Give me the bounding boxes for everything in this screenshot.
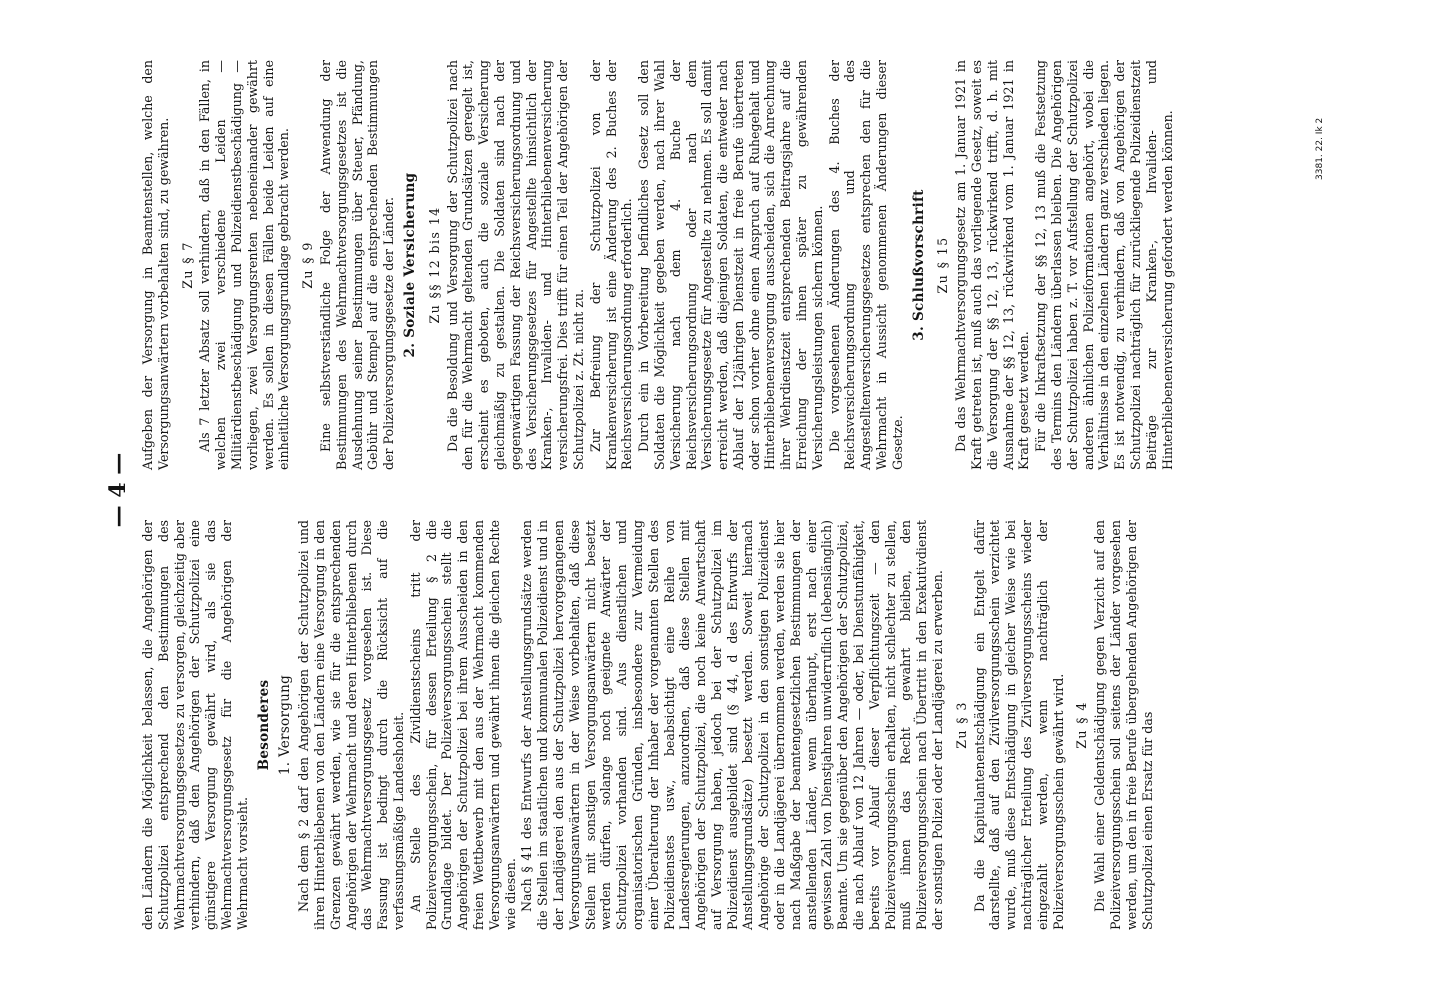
paragraph: Die Wahl einer Geldentschädigung gegen Verzicht auf den Polizeiversorgungsschein soll seitens der Länder vorgesehen werden, um den in freie Berufe übergehenden Angehörigen der Schutzpolizei einen Ersatz für das (1092, 520, 1155, 930)
page-number: — 4 — (105, 452, 131, 528)
paragraph-reference: Zu § 3 (953, 701, 969, 749)
paragraph: den Ländern die Möglichkeit belassen, die Angehörigen der Schutzpolizei entsprechend den Bestimmungen des Wehrmachtversorgungsgesetzes zu versorgen, gleichzeitig aber verhindern, daß den Angehörigen der Schutzpolizei eine günstigere Versorgung gewährt wird, als sie das Wehrmachtversorgungsgesetz für die Angehörigen der Wehrmacht vorsieht. (140, 520, 250, 930)
section-heading: 2. Soziale Versicherung (401, 172, 418, 358)
paragraph: Zur Befreiung der Schutzpolizei von der Krankenversicherung ist eine Änderung des 2. Buches der Reichsversicherungsordnung erforderlich. (587, 60, 635, 470)
footer-code: 3381. 22. Ik 2 (1315, 117, 1325, 180)
paragraph: Da die Besoldung und Versorgung der Schutzpolizei nach den für die Wehrmacht geltenden Grundsätzen geregelt ist, erscheint es geboten, auch die soziale Versicherung gleichmäßig zu gestalten. Die Soldaten sind nach der gegenwärtigen Fassung der Reichsversicherungsordnung und des Versicherungsgesetzes für Angestellte hinsichtlich der Kranken-, Invaliden- und Hinterbliebenenversicherung versicherungsfrei. Dies trifft für einen Teil der Angehörigen der Schutzpolizei z. Zt. nicht zu. (444, 60, 586, 470)
paragraph: Nach dem § 2 darf den Angehörigen der Schutzpolizei und ihren Hinterbliebenen von den Ländern eine Versorgung in den Grenzen gewährt werden, wie sie für die entsprechenden Angehörigen der Wehrmacht und deren Hinterbliebenen durch das Wehrmachtversorgungsgesetz vorgesehen ist. Diese Fassung ist bedingt durch die Rücksicht auf die verfassungsmäßige Landeshoheit. (296, 520, 406, 930)
paragraph: Aufgeben der Versorgung in Beamtenstellen, welche den Versorgungsanwärtern vorbehalten sind, zu gewähren. (140, 60, 171, 470)
paragraph: Durch ein in Vorbereitung befindliches Gesetz soll den Soldaten die Möglichkeit gegeben werden, nach ihrer Wahl Versicherung nach dem 4. Buche der Reichsversicherungsordnung oder nach dem Versicherungsgesetze für Angestellte zu nehmen. Es soll damit erreicht werden, daß diejenigen Soldaten, die entweder nach Ablauf der 12jährigen Dienstzeit in freie Berufe übertreten oder schon vorher ohne einen Anspruch auf Ruhegehalt und Hinterbliebenenversorgung ausscheiden, sich die Anrechnung ihrer Wehrdienstzeit entsprechenden Beitragsjahre auf die Erreichung der ihnen später zu gewährenden Versicherungsleistungen sichern können. (636, 60, 825, 470)
paragraph: Da das Wehrmachtversorgungsgesetz am 1. Januar 1921 in Kraft getreten ist, muß auch das vorliegende Gesetz, soweit es die Versorgung der §§ 12, 13, rückwirkend trifft, d. h. mit Ausnahme der §§ 12, 13, rückwirkend vom 1. Januar 1921 in Kraft gesetzt werden. (953, 60, 1032, 470)
side-note (1400, 0, 1434, 1000)
section-heading: 3. Schlußvorschrift (910, 189, 927, 341)
column-middle (140, 60, 1176, 470)
paragraph: Eine selbstverständliche Folge der Anwendung der Bestimmungen des Wehrmachtversorgungsgesetzes ist die Ausdehnung seiner Bestimmungen über Steuer, Pfändung, Gebühr und Stempel auf die entsprechenden Bestimmungen der Polizeiversorgungsgesetze der Länder. (317, 60, 397, 470)
paragraph: An Stelle des Zivildienstscheins tritt der Polizeiversorgungsschein, für dessen Erteilung § 2 die Grundlage bildet. Der Polizeiversorgungsschein stellt die Angehörigen der Schutzpolizei bei ihrem Ausscheiden in den freien Wettbewerb mit den aus der Wehrmacht kommenden Versorgungsanwärtern und gewährt ihnen die gleichen Rechte wie diesen. (407, 520, 518, 930)
paragraph: Als 7 letzter Absatz soll verhindern, daß in den Fällen, in welchen zwei verschiedene Leiden — Militärdienstbeschädigung und Polizeidienstbeschädigung — vorliegen, zwei Versorgungsrenten nebeneinander gewährt werden. Es sollen in diesen Fällen beide Leiden auf eine einheitliche Versorgungsgrundlage gebracht werden. (197, 60, 292, 470)
paragraph-reference: Zu § 15 (935, 236, 951, 294)
paragraph-reference: Zu § 9 (300, 241, 316, 289)
paragraph: Für die Inkraftsetzung der §§ 12, 13 muß die Festsetzung des Termins den Ländern überlassen bleiben. Die Angehörigen der Schutzpolizei haben z. T. vor Aufstellung der Schutzpolizei anderen ähnlichen Polizeiformationen angehört, wobei die Verhältnisse in den einzelnen Ländern ganz verschieden liegen. Es ist notwendig, zu verhindern, daß von Angehörigen der Schutzpolizei nachträglich für zurückliegende Polizeidienstzeit Beiträge zur Kranken-, Invaliden- und Hinterbliebenenversicherung gefordert werden können. (1033, 60, 1175, 470)
section-subheading: 1. Versorgung (277, 674, 294, 776)
paragraph: Die vorgesehenen Änderungen des 4. Buches der Reichsversicherungsordnung und des Angestelltenversicherungsgesetzes entsprechen den für die Wehrmacht in Aussicht genommenen Änderungen dieser Gesetze. (826, 60, 905, 470)
paragraph: Nach § 41 des Entwurfs der Anstellungsgrundsätze werden die Stellen im staatlichen und kommunalen Polizeidienst und in der Landjägerei den aus der Schutzpolizei hervorgegangenen Versorgungsanwärtern in der Weise vorbehalten, daß diese Stellen mit sonstigen Versorgungsanwärtern nicht besetzt werden dürfen, solange noch geeignete Anwärter der Schutzpolizei vorhanden sind. Aus dienstlichen und organisatorischen Gründen, insbesondere zur Vermeidung einer Überalterung der Inhaber der vorgenannten Stellen des Polizeidienstes usw., beabsichtigt eine Reihe von Landesregierungen, anzuordnen, daß diese Stellen mit Angehörigen der Schutzpolizei, die noch keine Anwartschaft auf Versorgung haben, jedoch bei der Schutzpolizei im Polizeidienst ausgebildet sind (§ 44, d des Entwurfs der Anstellungsgrundsätze) besetzt werden. Soweit hiernach Angehörige der Schutzpolizei in den sonstigen Polizeidienst oder in die Landjägerei übernommen werden, werden sie hier nach Maßgabe der beamtengesetzlichen Bestimmungen der anstellenden Länder, wenn überhaupt, erst nach einer gewissen Zahl von Dienstjahren unwiderruflich (lebenslänglich) Beamte. Um sie gegenüber den Angehörigen der Schutzpolizei, die nach Ablauf von 12 Jahren — oder, bei Dienstunfähigkeit, bereits vor Ablauf dieser Verpflichtungszeit — den Polizeiversorgungsschein erhalten, nicht schlechter zu stellen, muß ihnen das Recht gewahrt bleiben, den Polizeiversorgungsschein nach Übertritt in den Exekutivdienst der sonstigen Polizei oder der Landjägerei zu erwerben. (519, 520, 946, 930)
paragraph-reference: Zu §§ 12 bis 14 (426, 206, 442, 324)
column-left (140, 520, 1156, 930)
paragraph: Da die Kapitulantenentschädigung ein Entgelt dafür darstellte, daß auf den Zivilversorgungsschein verzichtet wurde, muß diese Entschädigung in gleicher Weise wie bei nachträglicher Erteilung des Zivilversorgungsscheins wieder eingezahlt werden, wenn nachträglich der Polizeiversorgungsschein gewährt wird. (971, 520, 1066, 930)
section-heading: Besonderes (255, 679, 272, 771)
paragraph-reference: Zu § 4 (1074, 701, 1090, 749)
rotated-page (100, 40, 1350, 940)
paragraph-reference: Zu § 7 (179, 241, 195, 289)
